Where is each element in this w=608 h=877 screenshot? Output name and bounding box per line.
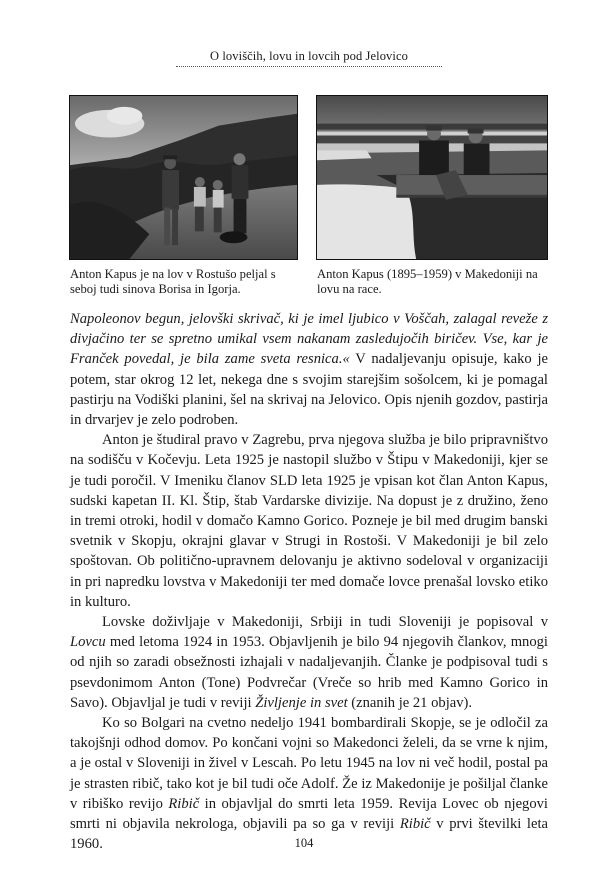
publication-title-zivljenje-in-svet: Življenje in svet — [255, 694, 348, 711]
publication-title-lovec: Lovcu — [70, 634, 106, 651]
page-number: 104 — [294, 836, 314, 850]
quote-italic: Napoleonov begun, jelovški skrivač, ki je imel ljubico v Voščah, zalagal reveže z divjačino ter se spretno umikal vsem nakanam zasledujočih biričev. Vse, kar je Franček povedal, je bila zame sveta resnica.« — [70, 311, 548, 368]
paragraph-3 — [70, 612, 548, 713]
photo-duck-hunting-boat-image — [317, 96, 547, 259]
photo-hunters-hillside — [69, 95, 298, 260]
publication-title-ribic-2: Ribič — [399, 816, 431, 833]
body-text — [70, 309, 548, 854]
figure-caption-left: Anton Kapus je na lov v Rostušo peljal s seboj tudi sinova Borisa in Igorja. — [70, 267, 276, 296]
paragraph-4-text-a: Ko so Bolgari na cvetno nedeljo 1941 bombardirali Skopje, se je odločil za takojšnji odhod domov. Po končani vojni so Makedonci želeli, da se vrne k njim, a je ostal v Sloveniji in živel v Lescah. Po letu 1945 na lov ni več hodil, postal pa je strasten ribič, tako kot je bil tudi oče Adolf. Že iz Makedonije je pošiljal članke v ribiško revijo — [70, 715, 548, 812]
paragraph-1 — [70, 309, 548, 430]
running-head-dotted-rule — [176, 66, 442, 67]
paragraph-4-text-c: v prvi številki leta 1960. — [70, 816, 548, 853]
paragraph-4 — [70, 713, 548, 854]
photo-duck-hunting-boat — [316, 95, 548, 260]
paragraph-4-text-b: in objavljal do smrti leta 1959. Revija Lovec ob njegovi smrti ni objavila nekrologa, objavili pa so ga v reviji — [70, 795, 548, 833]
publication-title-ribic: Ribič — [168, 795, 200, 812]
paragraph-3-text-b: med letoma 1924 in 1953. Objavljenih je bilo 94 njegovih člankov, mnogi od njih so zaradi obsežnosti izhajali v nadaljevanjih. Članke je podpisoval tudi s psevdonimom Anton (Tone) Podvrečar (Vreče so hrib med Kamno Gorico in Savo). Objavljal je tudi v reviji — [70, 634, 548, 711]
photo-hunters-hillside-image — [70, 96, 297, 259]
paragraph-2: Anton je študiral pravo v Zagrebu, prva njegova služba je bilo pripravništvo na sodišču v Kočevju. Leta 1925 je nastopil službo v Štipu v Makedoniji, kjer se je tudi poročil. V Imeniku članov SLD leta 1925 je vpisan kot član Anton Kapus, sudski kapetan II. Kl. Štip, štab Vardarske divizije. Na dopust je z družino, ženo in tremi otroki, hodil v domačo Kamno Gorico. Pozneje je bil med drugim banski svetnik v Skopju, okrajni glavar v Strugi in Rostoši. V Makedoniji je bil zelo spoštovan. Ob politično-upravnem delovanju je aktivno sodeloval v organizaciji in pri napredku lovstva v Makedoniji ter med domače lovce prenašal lovsko etiko in kulturo. — [70, 432, 548, 610]
running-head: O loviščih, lovu in lovcih pod Jelovico — [210, 49, 408, 63]
paragraph-1-text: V nadaljevanju opisuje, kako je potem, star okrog 12 let, nekega dne s svojim starejšim sošolcem, ki je pomagal pastirju na Vodiški planini, šel na skrivaj na Jelovico. Opis njenih gozdov, pastirja in drvarjev je zelo podroben. — [70, 351, 549, 429]
paragraph-3-text-c: (znanih je 21 objav). — [347, 694, 473, 711]
figure-caption-right: Anton Kapus (1895–1959) v Makedoniji na lovu na race. — [317, 267, 538, 296]
paragraph-3-text-a: Lovske doživljaje v Makedoniji, Srbiji in tudi Sloveniji je popisoval v — [102, 614, 548, 631]
